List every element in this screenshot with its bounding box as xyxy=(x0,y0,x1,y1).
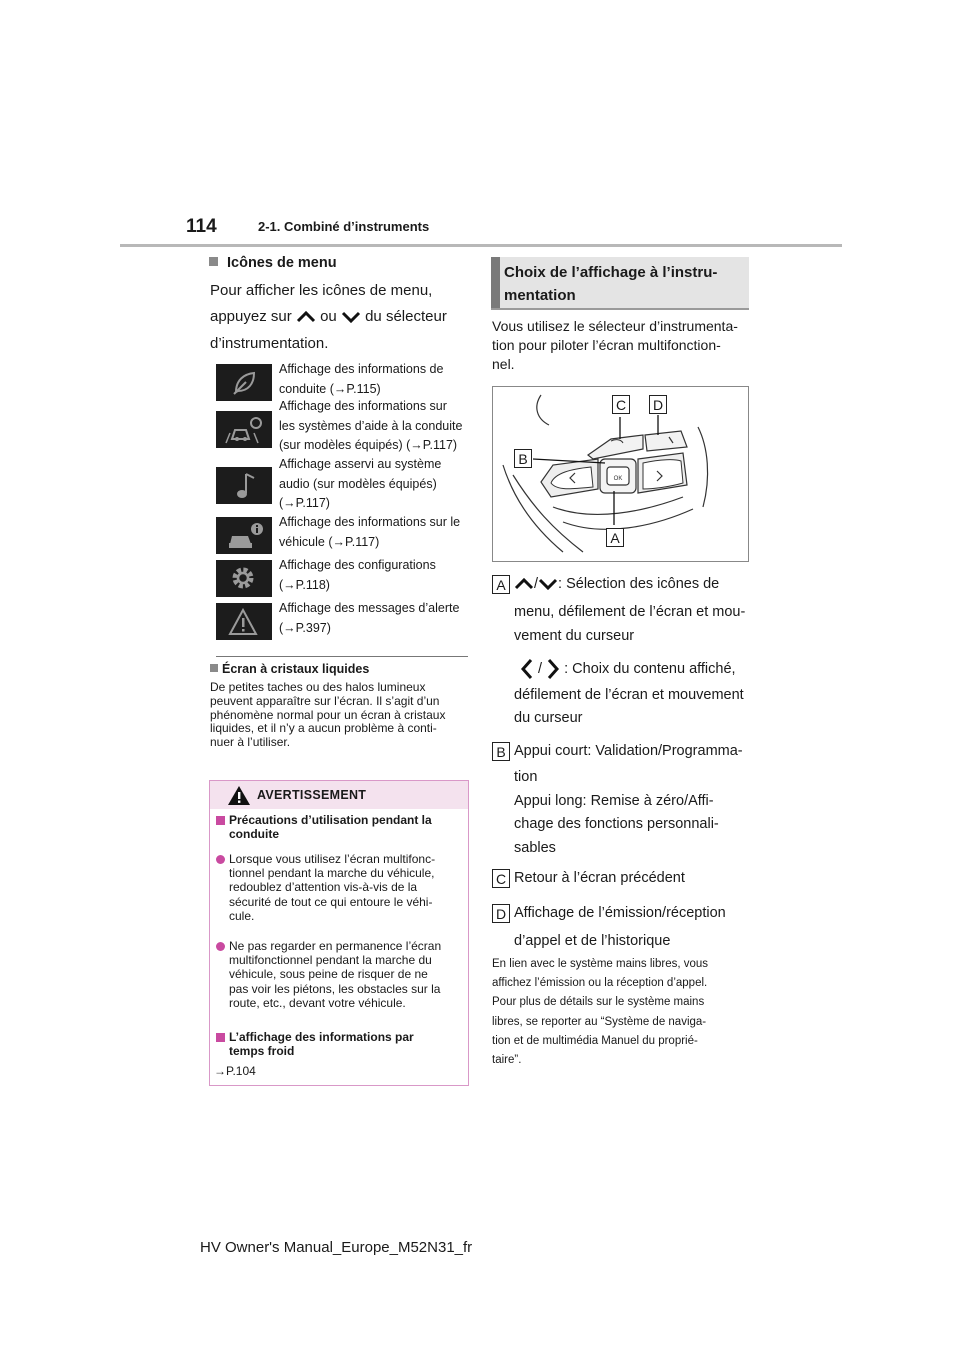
lcd-note-line: phénomène normal pour un écran à cristaux xyxy=(210,707,446,722)
item-a-text: : Choix du contenu affiché, xyxy=(564,660,736,677)
chevron-up-icon xyxy=(296,311,316,323)
warning-triangle-icon xyxy=(216,603,272,640)
section-header-bar xyxy=(491,257,500,308)
item-label-c: C xyxy=(492,869,510,888)
square-bullet-icon xyxy=(216,1033,225,1042)
warning-line: Lorsque vous utilisez l’écran multifonc- xyxy=(229,852,436,866)
menu-intro-line-1: Pour afficher les icônes de menu, xyxy=(210,282,433,299)
menu-icon-text xyxy=(279,599,474,638)
page-number: 114 xyxy=(186,216,217,237)
chevron-left-icon xyxy=(520,658,534,680)
item-a-line-6: du curseur xyxy=(514,710,583,726)
section-intro xyxy=(492,317,750,374)
music-note-icon xyxy=(216,467,272,504)
menu-intro-line-2 xyxy=(210,308,447,325)
menu-icons-heading-text: Icônes de menu xyxy=(227,255,337,271)
menu-icon-text-line: Affichage des informations de xyxy=(279,362,444,376)
lcd-heading xyxy=(210,662,369,676)
section-title xyxy=(504,261,744,307)
square-bullet-icon xyxy=(210,664,218,672)
diagram-label-a: A xyxy=(606,528,624,547)
warning-page-ref[interactable]: →P.104 xyxy=(214,1064,256,1078)
section-intro-line: nel. xyxy=(492,356,515,372)
menu-icon-text xyxy=(279,455,474,514)
section-separator xyxy=(216,656,468,657)
item-a-line-5: défilement de l’écran et mouvement xyxy=(514,687,744,703)
menu-icons-heading xyxy=(209,255,337,271)
leaf-icon xyxy=(216,364,272,401)
item-b-line-1: Appui court: Validation/Programma- xyxy=(514,743,743,759)
item-d-line-1: Affichage de l’émission/réception xyxy=(514,905,726,921)
note-line: affichez l’émission ou la réception d’appel. xyxy=(492,977,708,990)
section-intro-line: Vous utilisez le sélecteur d’instrumenta- xyxy=(492,318,738,334)
header-rule xyxy=(120,244,842,247)
diagram-label-b: B xyxy=(514,449,532,468)
lcd-note-line: nuer à l’utiliser. xyxy=(210,735,291,750)
menu-icon-text-line: Affichage des informations sur le xyxy=(279,515,461,529)
menu-icon-text-line: (→P.397) xyxy=(279,620,331,635)
item-label-b: B xyxy=(492,742,510,761)
warning-line: redoublez d’attention vis-à-vis de la xyxy=(229,880,418,895)
diagram-label-d: D xyxy=(649,395,667,414)
menu-icon-text-line: (→P.117) xyxy=(279,496,330,510)
handsfree-note xyxy=(492,955,750,1070)
item-b-line-3: Appui long: Remise à zéro/Affi- xyxy=(514,793,714,809)
menu-icon-text-line: (→P.118) xyxy=(279,577,330,592)
warning-line: tionnel pendant la marche du véhicule, xyxy=(229,866,435,881)
driving-assist-icon xyxy=(216,411,272,448)
menu-icon-text-line: Affichage des messages d’alerte xyxy=(279,601,460,615)
warning-triangle-icon xyxy=(227,785,251,806)
chevron-up-icon xyxy=(514,578,534,590)
circle-bullet-icon xyxy=(216,942,225,951)
warning-line: sécurité de tout ce qui entoure le véhi- xyxy=(229,894,433,909)
item-d-line-2: d’appel et de l’historique xyxy=(514,933,671,949)
footer-manual-id: HV Owner's Manual_Europe_M52N31_fr xyxy=(200,1239,473,1256)
square-bullet-icon xyxy=(216,816,225,825)
item-a-line-1 xyxy=(514,576,719,592)
note-line: libres, se reporter au “Système de naviga- xyxy=(492,1015,707,1028)
item-a-separator: / xyxy=(538,660,543,677)
ok-button-label: OK xyxy=(613,476,623,482)
chevron-right-icon xyxy=(546,658,560,680)
menu-intro-text-a: appuyez sur xyxy=(210,308,292,325)
menu-intro-text-c: du sélecteur xyxy=(365,308,447,325)
lcd-note xyxy=(210,681,468,750)
lcd-heading-text: Écran à cristaux liquides xyxy=(222,662,370,676)
item-b-line-4: chage des fonctions personnali- xyxy=(514,816,719,832)
square-bullet-icon xyxy=(209,257,218,266)
circle-bullet-icon xyxy=(216,855,225,864)
note-line: Pour plus de détails sur le système mains xyxy=(492,996,705,1009)
item-a-separator: / xyxy=(534,576,539,592)
note-line: tion et de multimédia Manuel du proprié- xyxy=(492,1034,698,1047)
warning-heading-line: L’affichage des informations par xyxy=(229,1030,414,1044)
menu-icon-text xyxy=(279,360,474,399)
gear-icon xyxy=(216,560,272,597)
lcd-note-line: liquides, et il n’y a aucun problème à conti- xyxy=(210,721,437,736)
menu-icon-text-line: véhicule (→P.117) xyxy=(279,534,380,549)
warning-heading-line: temps froid xyxy=(229,1044,295,1059)
menu-intro-text-b: ou xyxy=(320,308,337,325)
warning-heading-line: conduite xyxy=(229,827,279,842)
chevron-down-icon xyxy=(538,578,558,590)
item-a-line-3: vement du curseur xyxy=(514,628,635,644)
menu-icon-text xyxy=(279,397,474,456)
section-title-line: mentation xyxy=(504,287,576,304)
note-line: En lien avec le système mains libres, vous xyxy=(492,958,709,970)
menu-icon-text-line: Affichage des informations sur xyxy=(279,399,447,413)
warning-heading-driving xyxy=(213,813,463,841)
menu-icon-text xyxy=(279,513,474,552)
chapter-title: 2-1. Combiné d’instruments xyxy=(258,219,430,234)
diagram-label-c: C xyxy=(612,395,630,414)
warning-header xyxy=(210,781,468,809)
item-c-line-1: Retour à l’écran précédent xyxy=(514,870,685,886)
menu-icon-text-line: conduite (→P.115) xyxy=(279,381,381,396)
item-b-line-2: tion xyxy=(514,769,538,785)
menu-icon-text xyxy=(279,556,474,595)
menu-icon-text-line: Affichage asservi au système xyxy=(279,457,442,471)
item-a-line-4 xyxy=(520,658,736,680)
item-a-text: : Sélection des icônes de xyxy=(558,576,720,592)
warning-line: cule. xyxy=(229,908,255,923)
item-label-d: D xyxy=(492,904,510,923)
warning-heading-line: Précautions d’utilisation pendant la xyxy=(229,813,432,827)
menu-icon-text-line: Affichage des configurations xyxy=(279,558,436,572)
warning-bullet-1 xyxy=(213,852,463,923)
menu-intro-line-3: d’instrumentation. xyxy=(210,335,329,352)
warning-bullet-2 xyxy=(213,939,463,1010)
section-intro-line: tion pour piloter l’écran multifonction- xyxy=(492,337,721,353)
warning-line: multifonctionnel pendant la marche du xyxy=(229,953,432,968)
chevron-down-icon xyxy=(341,311,361,323)
steering-wheel-switch-diagram xyxy=(492,386,749,562)
note-line: taire”. xyxy=(492,1054,522,1067)
menu-icon-text-line: les systèmes d’aide à la conduite xyxy=(279,418,463,433)
item-label-a: A xyxy=(492,575,510,594)
section-header xyxy=(491,257,749,310)
warning-heading-cold xyxy=(213,1030,463,1058)
vehicle-info-icon xyxy=(216,517,272,554)
warning-line: Ne pas regarder en permanence l’écran xyxy=(229,939,442,953)
lcd-note-line: De petites taches ou des halos lumineux xyxy=(210,680,426,694)
item-a-line-2: menu, défilement de l’écran et mou- xyxy=(514,604,746,620)
menu-icon-text-line: (sur modèles équipés) (→P.117) xyxy=(279,438,458,452)
warning-title: AVERTISSEMENT xyxy=(257,788,367,802)
menu-icon-text-line: audio (sur modèles équipés) xyxy=(279,476,437,491)
warning-line: route, etc., devant votre véhicule. xyxy=(229,995,406,1010)
item-b-line-5: sables xyxy=(514,840,556,856)
section-title-line: Choix de l’affichage à l’instru- xyxy=(504,264,718,281)
lcd-note-line: peuvent apparaître sur l’écran. Il s’agit d’un xyxy=(210,693,440,708)
warning-line: véhicule, sous peine de risquer de ne xyxy=(229,967,428,982)
warning-line: pas voir les piétons, les obstacles sur la xyxy=(229,981,441,996)
